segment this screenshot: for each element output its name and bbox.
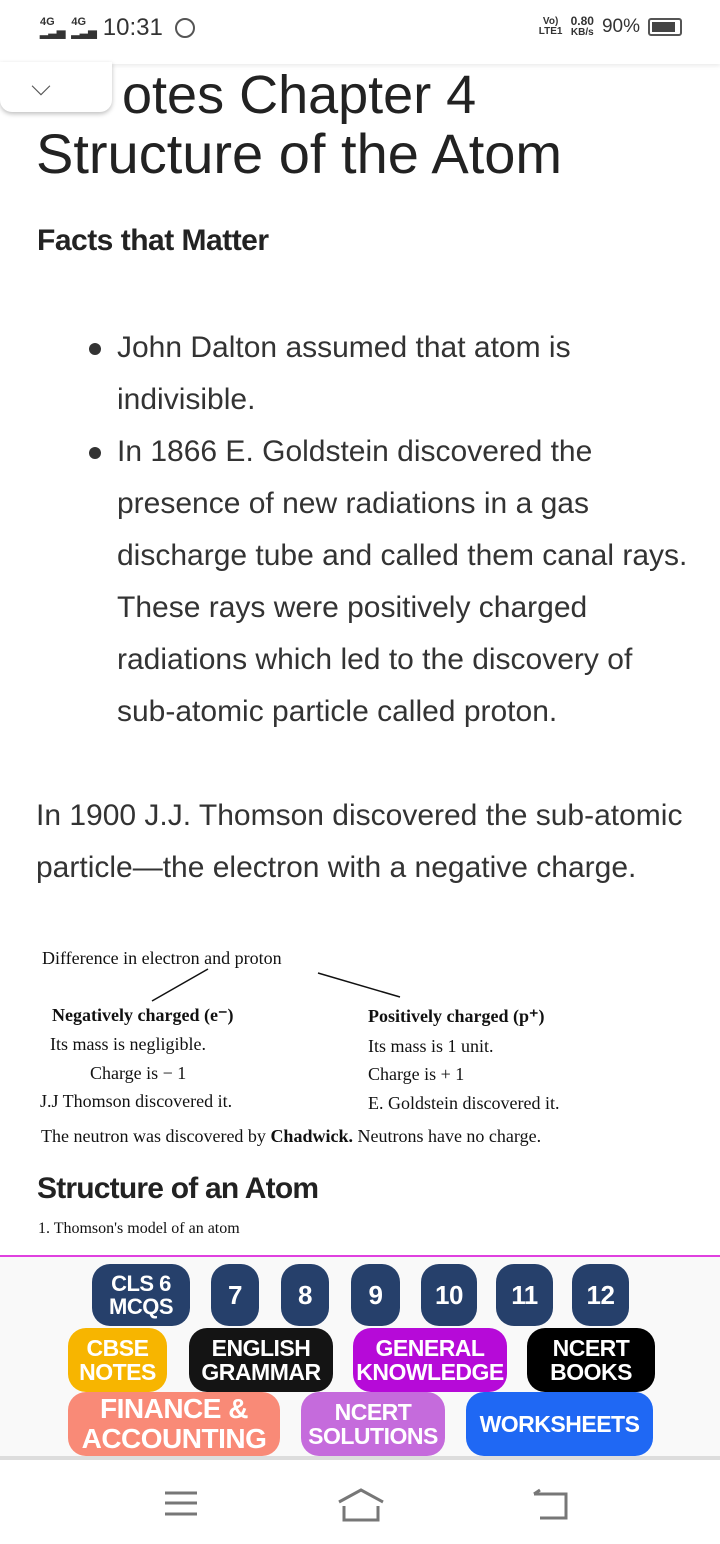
ncert-books-button[interactable]: NCERT BOOKS — [527, 1328, 655, 1392]
electron-discoverer: J.J Thomson discovered it. — [40, 1091, 233, 1111]
neutron-note: The neutron was discovered by Chadwick. Neutrons have no charge. — [41, 1126, 542, 1146]
english-grammar-button[interactable]: ENGLISH GRAMMAR — [189, 1328, 333, 1392]
ncert-solutions-button[interactable]: NCERT SOLUTIONS — [301, 1392, 445, 1456]
signal-icon: 4G ▂▃▅ — [40, 16, 66, 39]
figure-connector-lines — [0, 965, 720, 1005]
class-9-button[interactable]: 9 — [351, 1264, 400, 1326]
system-nav-bar — [0, 1460, 720, 1544]
sub-item: 1. Thomson's model of an atom — [38, 1220, 240, 1237]
paragraph: In 1900 J.J. Thomson discovered the sub-atomic particle—the electron with a negative charge. — [36, 799, 683, 884]
finance-accounting-button[interactable]: FINANCE & ACCOUNTING — [68, 1392, 280, 1456]
status-bar — [0, 0, 720, 64]
class-7-button[interactable]: 7 — [211, 1264, 259, 1326]
proton-charge: Charge is + 1 — [368, 1064, 465, 1084]
back-icon[interactable] — [530, 1488, 570, 1520]
clock: 10:31 — [102, 14, 163, 41]
cls6-mcqs-button[interactable]: CLS 6 MCQS — [92, 1264, 190, 1326]
general-knowledge-button[interactable]: GENERAL KNOWLEDGE — [353, 1328, 507, 1392]
class-11-button[interactable]: 11 — [496, 1264, 553, 1326]
bullet-list — [85, 322, 695, 738]
signal-icon: 4G ▂▃▅ — [71, 16, 97, 39]
chevron-down-icon: ⌵ — [31, 71, 51, 101]
class-12-button[interactable]: 12 — [572, 1264, 629, 1326]
collapse-button[interactable] — [0, 62, 112, 112]
proton-title: Positively charged (p⁺) — [368, 1006, 545, 1026]
electron-charge: Charge is − 1 — [90, 1063, 187, 1083]
volte-indicator: Vo) LTE1 — [538, 16, 563, 37]
whatsapp-icon — [175, 18, 195, 38]
page-title: Structure of the Atom — [36, 122, 563, 185]
page-title-line1: otes Chapter 4 — [122, 65, 477, 125]
menu-icon[interactable] — [163, 1488, 199, 1518]
class-10-button[interactable]: 10 — [421, 1264, 477, 1326]
section-heading: Structure of an Atom — [37, 1172, 319, 1205]
class-8-button[interactable]: 8 — [281, 1264, 329, 1326]
category-nav — [0, 1255, 720, 1460]
battery-icon — [648, 18, 682, 36]
section-heading: Facts that Matter — [37, 224, 269, 257]
electron-title: Negatively charged (e⁻) — [52, 1005, 234, 1025]
home-icon[interactable] — [336, 1488, 386, 1522]
proton-mass: Its mass is 1 unit. — [368, 1036, 494, 1056]
cbse-notes-button[interactable]: CBSE NOTES — [68, 1328, 167, 1392]
figure-heading: Difference in electron and proton — [42, 948, 282, 968]
list-item: John Dalton assumed that atom is indivisible. — [85, 322, 695, 426]
worksheets-button[interactable]: WORKSHEETS — [466, 1392, 653, 1456]
electron-mass: Its mass is negligible. — [50, 1034, 206, 1054]
battery-percent: 90% — [601, 16, 640, 37]
network-speed: 0.80 KB/s — [570, 14, 594, 38]
proton-discoverer: E. Goldstein discovered it. — [368, 1093, 560, 1113]
list-item: In 1866 E. Goldstein discovered the presence of new radiations in a gas discharge tube and called them canal rays. These rays were positively charged radiations which led to the discovery of sub-atomic particle called proton. — [85, 426, 695, 738]
